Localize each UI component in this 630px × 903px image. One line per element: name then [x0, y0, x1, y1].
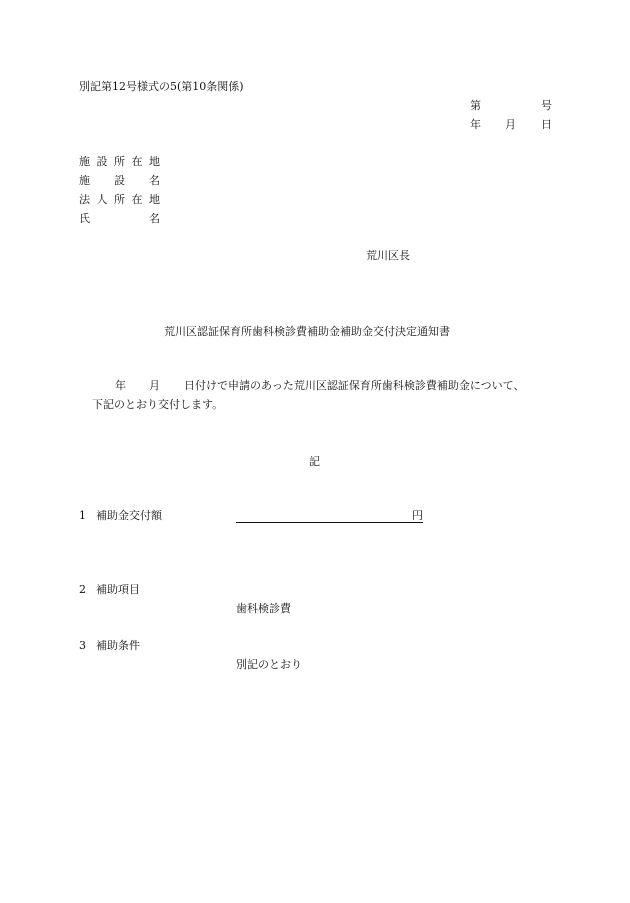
body-month: 月 [149, 379, 160, 392]
yen-unit: 円 [412, 509, 423, 522]
item-1-number: 1 [79, 509, 86, 522]
date-year: 年 [470, 118, 481, 131]
ki-heading: 記 [309, 455, 320, 468]
item-3-number: 3 [79, 639, 86, 652]
facility-name-label: 施 設 名 [79, 174, 160, 187]
item-2-value: 歯科検診費 [236, 602, 291, 615]
number-suffix: 号 [541, 99, 552, 112]
item-3-label: 補助条件 [96, 639, 140, 652]
amount-underline [236, 522, 423, 523]
body-year: 年 [115, 379, 126, 392]
date-day: 日 [541, 118, 552, 131]
item-3-value: 別記のとおり [236, 658, 302, 671]
item-2-number: 2 [79, 583, 86, 596]
item-2-label: 補助項目 [96, 583, 140, 596]
item-1-label: 補助金交付額 [96, 509, 162, 522]
body-line2: 下記のとおり交付します。 [92, 398, 224, 411]
name-label: 氏 名 [79, 212, 160, 225]
number-prefix: 第 [470, 99, 481, 112]
corporation-address-label: 法 人 所 在 地 [79, 193, 160, 206]
document-title: 荒川区認証保育所歯科検診費補助金補助金交付決定通知書 [164, 325, 450, 338]
facility-address-label: 施 設 所 在 地 [79, 155, 160, 168]
date-month: 月 [505, 118, 516, 131]
issuer: 荒川区長 [366, 249, 410, 262]
form-reference: 別記第12号様式の5(第10条関係) [79, 80, 244, 93]
body-line1: 日付けで申請のあった荒川区認証保育所歯科検診費補助金について、 [184, 379, 525, 392]
